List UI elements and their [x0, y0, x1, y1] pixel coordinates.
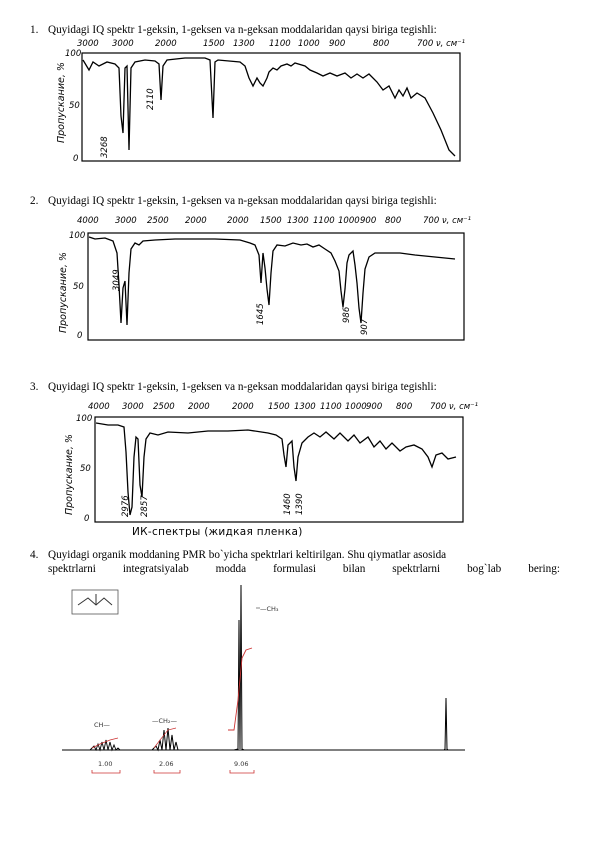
question-text: Quyidagi IQ spektr 1-geksin, 1-geksen va n-geksan moddalaridan qaysi biriga tegishli: — [48, 381, 437, 393]
integral-value: 9.06 — [234, 760, 249, 768]
question-number: 3. — [30, 381, 39, 393]
top-tick-label: 700 ν, см⁻¹ — [423, 216, 472, 226]
y-tick-label: 0 — [84, 514, 90, 524]
spectrum-curve — [96, 423, 456, 515]
top-tick-label: 1300 — [233, 39, 255, 49]
top-tick-label: 3000 — [115, 216, 137, 226]
spectrum-caption: ИК-спектры (жидкая пленка) — [132, 526, 303, 538]
integral-value: 2.06 — [159, 760, 174, 768]
peak-label: 2857 — [140, 495, 150, 517]
peak-label: 1460 — [283, 493, 293, 515]
structure-skeleton — [78, 594, 112, 605]
peak-label: 2110 — [146, 88, 156, 110]
top-tick-label: 1100 — [320, 402, 342, 412]
ir-spectrum-2 — [55, 213, 475, 348]
y-tick-label: 100 — [69, 231, 86, 241]
top-tick-label: 1000 — [298, 39, 320, 49]
peak-label: 1390 — [295, 493, 305, 515]
word: bog`lab — [467, 563, 502, 575]
integral-bracket — [154, 770, 180, 773]
top-tick-label: 1100 — [313, 216, 335, 226]
top-tick-label: 900 — [360, 216, 377, 226]
ch2-multiplet — [152, 728, 178, 750]
top-tick-label: 700 ν, см⁻¹ — [417, 39, 466, 49]
question-number: 2. — [30, 195, 39, 207]
peak-label: 986 — [342, 306, 352, 323]
question-number: 4. — [30, 549, 39, 561]
reference-peak — [444, 698, 448, 750]
plot-frame — [88, 233, 464, 340]
word: bilan — [342, 563, 366, 575]
top-tick-label: 800 — [385, 216, 402, 226]
top-tick-label: 900 — [366, 402, 383, 412]
y-tick-label: 0 — [73, 154, 79, 164]
top-tick-label: 2000 — [155, 39, 177, 49]
top-tick-label: 3000 — [77, 39, 99, 49]
ir-spectrum-3 — [58, 397, 478, 527]
ir-spectrum-1 — [55, 38, 475, 173]
integral-bracket — [230, 770, 254, 773]
group-label-ch: CH— — [94, 721, 110, 729]
y-tick-label: 50 — [73, 282, 84, 292]
y-tick-label: 100 — [65, 49, 82, 59]
top-tick-label: 4000 — [88, 402, 110, 412]
top-tick-label: 1500 — [268, 402, 290, 412]
top-tick-label: 800 — [373, 39, 390, 49]
word: bering: — [528, 563, 560, 575]
top-tick-label: 2000 — [185, 216, 207, 226]
top-tick-label: 900 — [329, 39, 346, 49]
word: spektrlarni — [48, 563, 96, 575]
integral-bracket — [92, 770, 120, 773]
peak-label: 3268 — [100, 136, 110, 158]
top-tick-label: 1500 — [203, 39, 225, 49]
question-4 — [30, 548, 560, 576]
top-tick-label: 2500 — [153, 402, 175, 412]
peak-label: 907 — [360, 318, 370, 335]
top-tick-label: 4000 — [77, 216, 99, 226]
y-tick-label: 0 — [77, 331, 83, 341]
pmr-spectrum — [60, 580, 480, 780]
top-tick-label: 3000 — [122, 402, 144, 412]
y-tick-label: 50 — [80, 464, 91, 474]
integral-value: 1.00 — [98, 760, 113, 768]
top-tick-label: 1300 — [294, 402, 316, 412]
question-text: Quyidagi IQ spektr 1-geksin, 1-geksen va n-geksan moddalaridan qaysi biriga tegishli: — [48, 195, 437, 207]
y-axis-label: Пропускание, % — [64, 434, 75, 515]
spectrum-curve — [83, 58, 455, 156]
y-tick-label: 100 — [76, 414, 93, 424]
top-tick-label: 1100 — [269, 39, 291, 49]
y-axis-label: Пропускание, % — [58, 252, 69, 333]
top-tick-label: 1300 — [287, 216, 309, 226]
peak-label: 3049 — [112, 269, 122, 291]
top-tick-label: 2500 — [147, 216, 169, 226]
word: integratsiyalab — [122, 563, 189, 575]
top-tick-label: 2000 — [232, 402, 254, 412]
top-tick-label: 1000 — [338, 216, 360, 226]
question-number: 1. — [30, 24, 39, 36]
top-tick-label: 1500 — [260, 216, 282, 226]
question-2 — [30, 194, 560, 208]
word: modda — [215, 563, 247, 575]
group-label-ch2: —CH₂— — [152, 717, 178, 725]
ch-multiplet — [90, 740, 120, 750]
top-tick-label: 800 — [396, 402, 413, 412]
question-1 — [30, 23, 560, 37]
y-axis-label: Пропускание, % — [56, 62, 67, 143]
top-tick-label: 700 ν, см⁻¹ — [430, 402, 479, 412]
peak-label: 1645 — [256, 303, 266, 325]
word: formulasi — [273, 563, 316, 575]
top-tick-label: 3000 — [112, 39, 134, 49]
ch3-peak — [234, 585, 244, 750]
y-tick-label: 50 — [69, 101, 80, 111]
word: spektrlarni — [392, 563, 441, 575]
question-3 — [30, 380, 560, 394]
top-tick-label: 2000 — [188, 402, 210, 412]
top-tick-label: 1000 — [345, 402, 367, 412]
question-text: Quyidagi IQ spektr 1-geksin, 1-geksen va n-geksan moddalaridan qaysi biriga tegishli: — [48, 24, 437, 36]
question-text-line2 — [30, 562, 560, 576]
question-text-line1: Quyidagi organik moddaning PMR bo`yicha spektrlari keltirilgan. Shu qiymatlar asosida — [48, 549, 447, 561]
spectrum-curve — [89, 237, 455, 325]
peak-label: 2976 — [121, 495, 131, 517]
structure-box — [72, 590, 118, 614]
group-label-ch3: —CH₃ — [260, 605, 279, 613]
top-tick-label: 2000 — [227, 216, 249, 226]
